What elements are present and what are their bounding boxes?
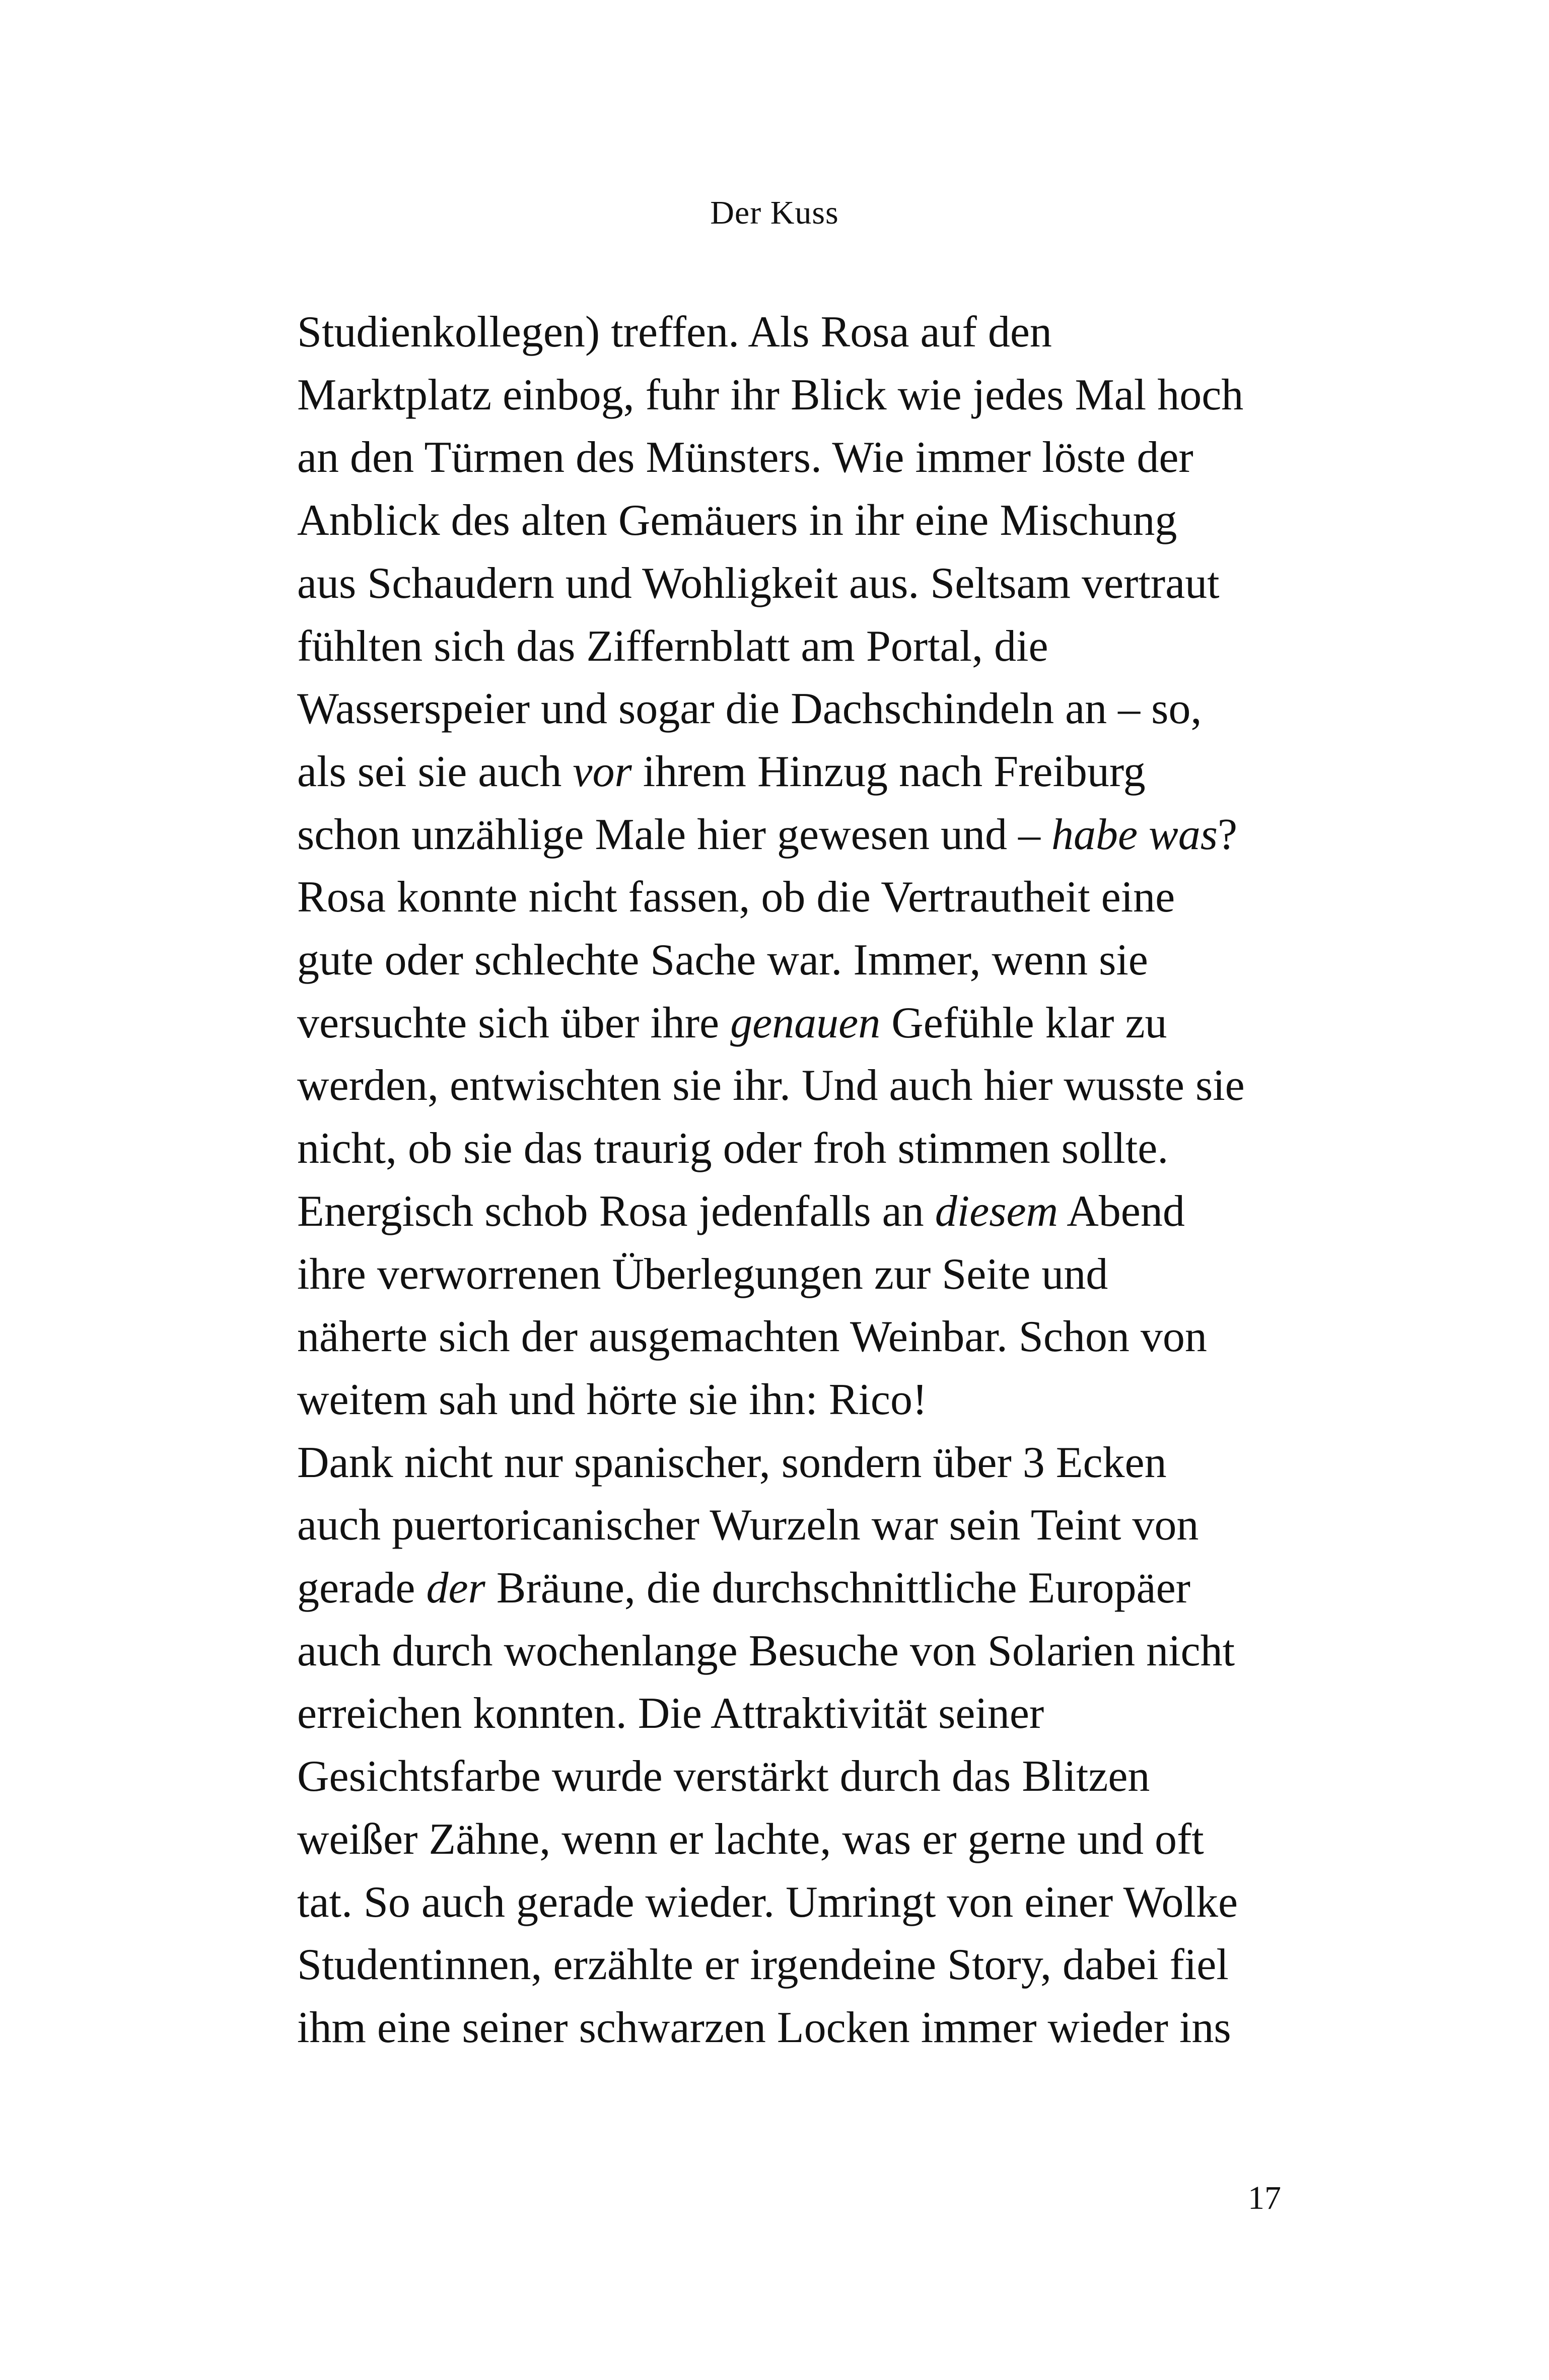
text-segment: auch puertoricanischer Wurzeln war sein Teint von — [297, 1501, 1199, 1550]
text-segment: erreichen konnten. Die Attraktivität seiner — [297, 1689, 1044, 1738]
text-segment: Studentinnen, erzählte er irgendeine Story, dabei fiel — [297, 1940, 1229, 1990]
text-line — [297, 1243, 1294, 1306]
text-line — [297, 364, 1294, 427]
page-number: 17 — [1248, 2180, 1281, 2216]
text-line — [297, 1745, 1294, 1808]
text-line — [297, 1808, 1294, 1871]
text-line — [297, 1494, 1294, 1557]
text-segment: Studienkollegen) treffen. Als Rosa auf den — [297, 308, 1052, 357]
text-segment: näherte sich der ausgemachten Weinbar. Schon von — [297, 1312, 1207, 1362]
text-segment: ? — [1217, 810, 1238, 859]
text-line — [297, 1180, 1294, 1243]
text-segment: fühlten sich das Ziffernblatt am Portal, die — [297, 621, 1048, 671]
text-segment: weißer Zähne, wenn er lachte, was er gerne und oft — [297, 1814, 1204, 1864]
text-segment: werden, entwischten sie ihr. Und auch hier wusste sie — [297, 1061, 1245, 1110]
running-head-title: Der Kuss — [710, 194, 839, 231]
text-segment: Abend — [1058, 1186, 1185, 1236]
text-line — [297, 1997, 1294, 2060]
text-segment: Gesichtsfarbe wurde verstärkt durch das Blitzen — [297, 1752, 1150, 1801]
text-segment: Bräune, die durchschnittliche Europäer — [485, 1564, 1190, 1613]
text-segment: Wasserspeier und sogar die Dachschindeln an – so, — [297, 684, 1202, 734]
text-segment: Marktplatz einbog, fuhr ihr Blick wie jedes Mal hoch — [297, 370, 1244, 419]
body-text — [297, 301, 1294, 2060]
emphasized-text: der — [426, 1564, 485, 1613]
text-segment: ihre verworrenen Überlegungen zur Seite und — [297, 1249, 1108, 1299]
text-line — [297, 1683, 1294, 1745]
text-line — [297, 678, 1294, 741]
text-line — [297, 1432, 1294, 1495]
text-segment: versuchte sich über ihre — [297, 998, 731, 1047]
text-segment: Energisch schob Rosa jedenfalls an — [297, 1186, 935, 1236]
text-line — [297, 615, 1294, 678]
text-line — [297, 1117, 1294, 1180]
text-line — [297, 804, 1294, 867]
text-segment: tat. So auch gerade wieder. Umringt von einer Wolke — [297, 1877, 1238, 1927]
text-segment: weitem sah und hörte sie ihn: Rico! — [297, 1375, 928, 1424]
text-segment: als sei sie auch — [297, 747, 573, 796]
text-line — [297, 741, 1294, 804]
text-line — [297, 929, 1294, 992]
text-segment: ihrem Hinzug nach Freiburg — [631, 747, 1146, 796]
text-line — [297, 1369, 1294, 1432]
emphasized-text: habe was — [1051, 810, 1218, 859]
emphasized-text: diesem — [935, 1186, 1059, 1236]
text-line — [297, 552, 1294, 615]
text-segment: auch durch wochenlange Besuche von Solarien nicht — [297, 1626, 1235, 1675]
text-line — [297, 866, 1294, 929]
text-line — [297, 1055, 1294, 1117]
text-line — [297, 1557, 1294, 1620]
emphasized-text: vor — [573, 747, 632, 796]
text-line — [297, 1620, 1294, 1683]
text-line — [297, 992, 1294, 1055]
text-line — [297, 1306, 1294, 1369]
text-segment: Rosa konnte nicht fassen, ob die Vertrautheit eine — [297, 873, 1175, 922]
text-segment: Dank nicht nur spanischer, sondern über 3 Ecken — [297, 1438, 1167, 1487]
text-segment: schon unzählige Male hier gewesen und – — [297, 810, 1051, 859]
text-line — [297, 301, 1294, 364]
text-line — [297, 1934, 1294, 1997]
text-line — [297, 489, 1294, 552]
text-line — [297, 427, 1294, 489]
text-segment: an den Türmen des Münsters. Wie immer löste der — [297, 433, 1193, 482]
text-segment: gute oder schlechte Sache war. Immer, wenn sie — [297, 936, 1148, 985]
text-line — [297, 1871, 1294, 1934]
emphasized-text: genauen — [730, 998, 881, 1047]
text-segment: aus Schaudern und Wohligkeit aus. Seltsam vertraut — [297, 558, 1220, 608]
text-segment: ihm eine seiner schwarzen Locken immer wieder ins — [297, 2003, 1231, 2052]
text-segment: gerade — [297, 1564, 427, 1613]
text-segment: nicht, ob sie das traurig oder froh stimmen sollte. — [297, 1124, 1169, 1173]
text-segment: Gefühle klar zu — [880, 998, 1167, 1047]
text-segment: Anblick des alten Gemäuers in ihr eine Mischung — [297, 496, 1177, 545]
